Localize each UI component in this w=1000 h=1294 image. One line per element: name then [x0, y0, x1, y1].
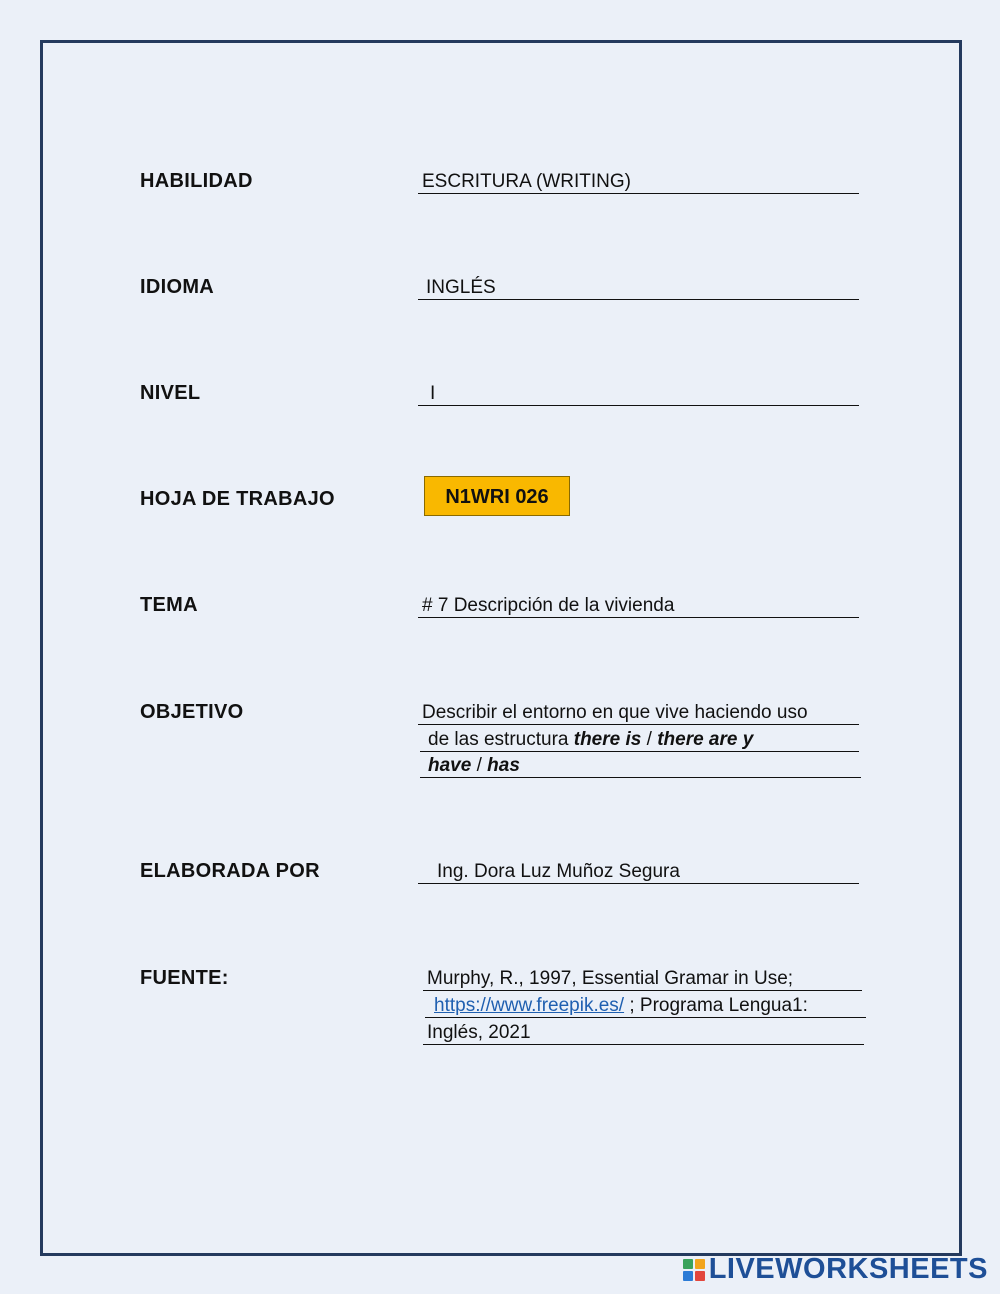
label-fuente: FUENTE: — [140, 967, 229, 989]
value-elaborada-por: Ing. Dora Luz Muñoz Segura — [418, 860, 859, 884]
value-tema: # 7 Descripción de la vivienda — [418, 594, 859, 618]
label-hoja-de-trabajo: HOJA DE TRABAJO — [140, 488, 335, 510]
freepik-link[interactable]: https://www.freepik.es/ — [434, 995, 625, 1016]
liveworksheets-logo-icon — [683, 1259, 705, 1281]
label-tema: TEMA — [140, 594, 198, 616]
objetivo-separator-2: / — [471, 755, 488, 776]
brand-name: LIVEWORKSHEETS — [708, 1253, 988, 1285]
fuente-line-2-text: ; Programa Lengua1: — [624, 995, 808, 1016]
liveworksheets-brand[interactable] — [683, 1253, 988, 1286]
label-habilidad: HABILIDAD — [140, 170, 253, 192]
objetivo-line-1: Describir el entorno en que vive haciendo uso — [418, 701, 859, 725]
value-habilidad: ESCRITURA (WRITING) — [418, 170, 859, 194]
label-nivel: NIVEL — [140, 382, 201, 404]
label-elaborada-por: ELABORADA POR — [140, 860, 320, 882]
objetivo-separator: / — [641, 729, 658, 750]
value-idioma: INGLÉS — [418, 276, 859, 300]
label-objetivo: OBJETIVO — [140, 701, 244, 723]
objetivo-have: have — [428, 755, 472, 776]
objetivo-line-3 — [420, 754, 861, 778]
objetivo-has: has — [487, 755, 520, 776]
fuente-line-3: Inglés, 2021 — [423, 1021, 864, 1045]
objetivo-there-are: there are y — [657, 729, 754, 750]
value-nivel: I — [418, 382, 859, 406]
objetivo-line-2 — [420, 728, 859, 752]
label-idioma: IDIOMA — [140, 276, 215, 298]
page-border — [40, 40, 962, 1256]
fuente-line-1: Murphy, R., 1997, Essential Gramar in Use; — [423, 967, 862, 991]
fuente-line-2 — [425, 994, 866, 1018]
objetivo-line-2-text: de las estructura — [428, 729, 574, 750]
objetivo-there-is: there is — [573, 729, 642, 750]
worksheet-code-badge: N1WRI 026 — [424, 476, 570, 516]
